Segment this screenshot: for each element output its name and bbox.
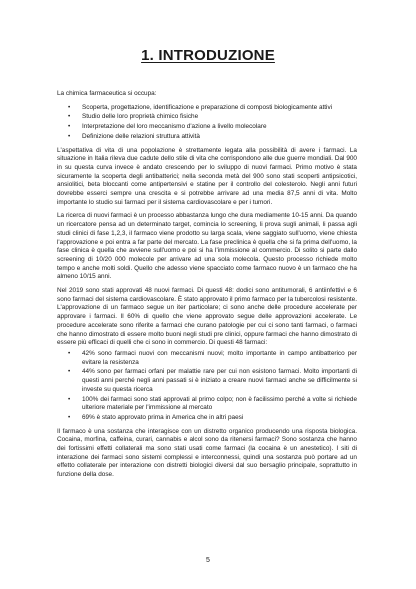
stats-list-item: • 42% sono farmaci nuovi con meccanismi nuovi; molto importante in campo antibatterico per evitare la resistenza — [82, 350, 357, 367]
scope-list — [57, 104, 357, 142]
paragraph-approvals-2019: Nel 2019 sono stati approvati 48 nuovi farmaci. Di questi 48: dodici sono antitumorali, 6 antiinfettivi e 6 sono farmaci del sistema cardiovascolare. È stato approvato il primo farmaco per la tubercolosi resistente. L'approvazione di un farmaco segue un iter particolare; ci sono anche delle procedure accelerate per approvare i farmaci. Il 60% di quello che viene approvato segue delle approvazioni accelerate. Le procedure accelerate sono riferite a farmaci che curano patologie per cui ci sono tanti farmaci, o farmaci che hanno dimostrato di essere molto buoni negli studi pre clinici, oppure farmaci che hanno dimostrato di essere più efficaci di quelli che ci sono in commercio. Di questi 48 farmaci: — [57, 287, 357, 347]
stats-list — [57, 350, 357, 423]
scope-list-item: • Interpretazione del loro meccanismo d'azione a livello molecolare — [82, 123, 357, 132]
stats-list-item: • 100% dei farmaci sono stati approvati al primo colpo; non è facilissimo perché a volte si richiede ulteriore materiale per l'immissione al mercato — [82, 396, 357, 413]
paragraph-drug-definition: Il farmaco è una sostanza che interagisce con un distretto organico producendo una risposta biologica. Cocaina, morfina, caffeina, curari, cannabis e alcol sono da ritenersi farmaci? Sono sostanza che hanno dei fortissimi effetti collaterali ma sono stati usati come farmaci (la cocaina è un anestetico). I siti di interazione dei farmaci sono sistemi complessi e interconnessi, quindi una sostanza può portare ad un effetto collaterale per interazione con distretti biologici diversi dal suo bersaglio principale, soprattutto in funzione della dose. — [57, 427, 357, 479]
scope-list-item: • Definizione delle relazioni struttura attività — [82, 133, 357, 142]
intro-text: La chimica farmaceutica si occupa: — [57, 90, 157, 97]
page-number: 5 — [206, 557, 210, 564]
stats-list-item: • 69% è stato approvato prima in America che in altri paesi — [82, 414, 357, 423]
document-body — [57, 90, 357, 485]
scope-list-item: • Scoperta, progettazione, identificazione e preparazione di composti biologicamente attivi — [82, 104, 357, 113]
stats-list-item: • 44% sono per farmaci orfani per malattie rare per cui non esistono farmaci. Molto importanti di questi anni perché negli anni passati si è iniziato a creare nuovi farmaci anche se difficilmente si investe su questa ricerca — [82, 368, 357, 394]
page-title: 1. INTRODUZIONE — [141, 47, 275, 64]
scope-list-item: • Studio delle loro proprietà chimico fisiche — [82, 113, 357, 122]
paragraph-life-expectancy: L'aspettativa di vita di una popolazione è strettamente legata alla possibilità di avere i farmaci. La situazione in Italia rileva due cadute dello stile di vita che corrispondono alle due guerre mondiali. Dal 900 in su questa curva invece è andato crescendo per lo sviluppo di nuovi farmaci. Primo motivo è stata sicuramente la scoperta degli antibatterici; nella seconda metà del 900 sono stati scoperti antipsicotici, ansiolitici, beta bloccanti come antipertensivi e statine per il controllo del colesterolo. Negli anni futuri dovrebbe esserci sempre una crescita e si potrebbe arrivare ad una media 87,5 anni di vita. Molto importante lo studio sui farmaci per il sistema cardiovascolare e per i tumori. — [57, 146, 357, 206]
paragraph-drug-research: La ricerca di nuovi farmaci è un processo abbastanza lungo che dura mediamente 10-15 anni. Da quando un ricercatore pensa ad un determinato target, comincia lo screening, li prova sugli animali, li passa agli studi clinici di fase 1,2,3, il farmaco viene prodotto su larga scala, viene saggiato sull'uomo, viene chiesta l'approvazione e poi entra a far parte del mercato. La fase preclinica è quella che si fa prima dell'uomo, la fase clinica è quella che avviene sull'uomo e poi si ha l'immissione al commercio. Di solito si parte dallo screening di 10/20 000 molecole per arrivare ad una sola molecola. Questo processo richiede molto tempo e anche molti soldi. Quello che adesso viene spacciato come farmaco nuovo è un farmaco che ha almeno 10/15 anni. — [57, 212, 357, 281]
